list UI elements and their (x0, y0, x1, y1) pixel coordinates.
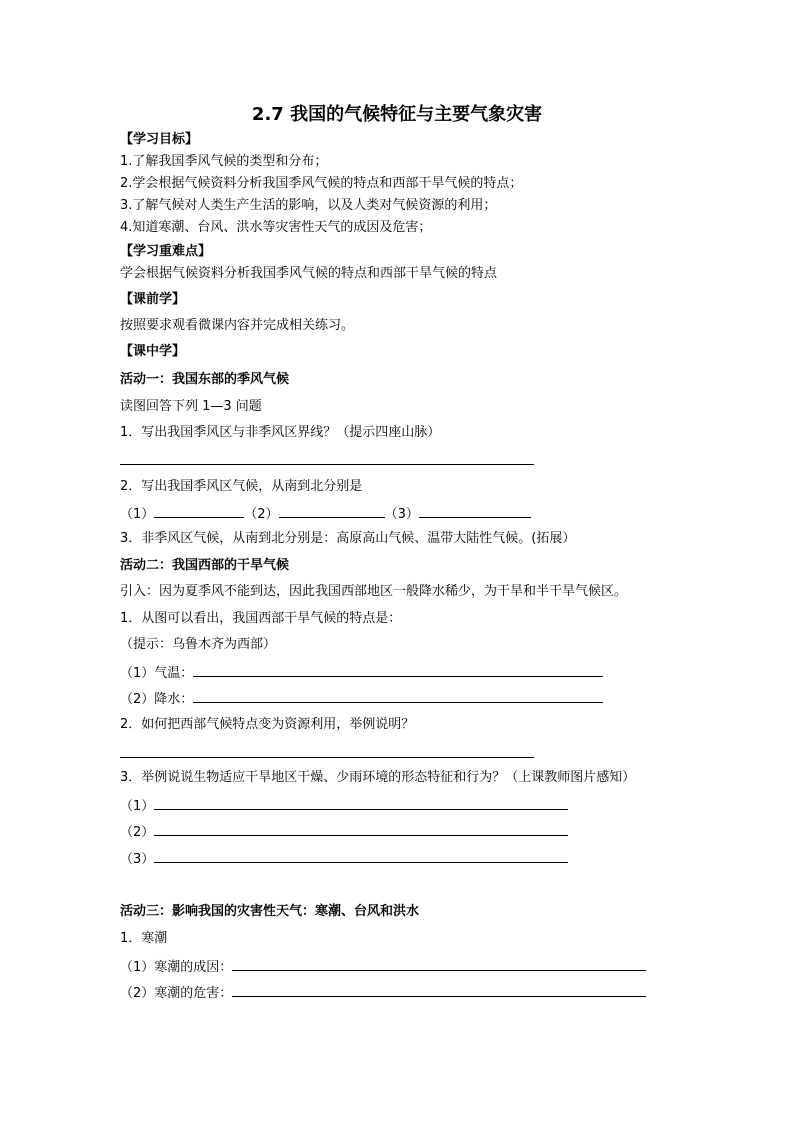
cause-label: （1）寒潮的成因： (120, 960, 233, 975)
activity2-q2: 2．如何把西部气候特点变为资源利用，举例说明？ (120, 717, 415, 732)
answer-line[interactable] (120, 464, 534, 465)
answer-blank[interactable] (154, 821, 568, 836)
activity1-q2-options (120, 503, 531, 525)
temp-label: （1）气温： (120, 666, 194, 681)
answer-label: （2） (120, 825, 155, 840)
answer-blank[interactable] (232, 956, 646, 971)
activity2-rain (120, 688, 603, 710)
activity2-intro: 引入：因为夏季风不能到达，因此我国西部地区一般降水稀少，为干旱和半干旱气候区。 (120, 584, 628, 599)
activity3-sub1: 1．寒潮 (120, 931, 168, 946)
goal-item: 4.知道寒潮、台风、洪水等灾害性天气的成因及危害； (120, 220, 432, 235)
answer-blank[interactable] (419, 503, 531, 518)
activity1-q1: 1．写出我国季风区与非季风区界线？（提示四座山脉） (120, 425, 441, 440)
activity1-q3: 3．非季风区气候，从南到北分别是：高原高山气候、温带大陆性气候。(拓展） (120, 531, 576, 546)
prestudy-heading: 【课前学】 (120, 292, 186, 307)
prestudy-text: 按照要求观看微课内容并完成相关练习。 (120, 318, 355, 333)
answer-blank[interactable] (279, 503, 385, 518)
inclass-heading: 【课中学】 (120, 344, 186, 359)
answer-blank[interactable] (154, 503, 244, 518)
activity3-heading: 活动三：影响我国的灾害性天气：寒潮、台风和洪水 (120, 904, 420, 919)
answer-label: （1） (120, 799, 155, 814)
activity3-cause (120, 956, 646, 978)
answer-blank[interactable] (232, 982, 646, 997)
activity2-a1 (120, 795, 568, 817)
activity1-intro: 读图回答下列 1—3 问题 (120, 399, 262, 414)
activity3-harm (120, 982, 646, 1004)
answer-blank[interactable] (154, 795, 568, 810)
answer-blank[interactable] (193, 688, 603, 703)
activity2-a3 (120, 848, 568, 870)
activity2-q1: 1．从图可以看出，我国西部干旱气候的特点是： (120, 611, 402, 626)
option-label: （2） (244, 507, 279, 522)
activity2-heading: 活动二：我国西部的干旱气候 (120, 558, 290, 573)
option-label: （1） (120, 507, 155, 522)
answer-blank[interactable] (154, 848, 568, 863)
answer-blank[interactable] (193, 662, 603, 677)
goal-item: 2.学会根据气候资料分析我国季风气候的特点和西部干旱气候的特点； (120, 176, 523, 191)
activity2-a2 (120, 821, 568, 843)
keypoints-heading: 【学习重难点】 (120, 244, 212, 259)
answer-label: （3） (120, 852, 155, 867)
answer-line[interactable] (120, 757, 534, 758)
activity1-q2: 2．写出我国季风区气候，从南到北分别是 (120, 479, 363, 494)
activity2-q3: 3．举例说说生物适应干旱地区干燥、少雨环境的形态特征和行为？（上课教师图片感知） (120, 770, 636, 785)
harm-label: （2）寒潮的危害： (120, 986, 233, 1001)
option-label: （3） (384, 507, 419, 522)
keypoints-text: 学会根据气候资料分析我国季风气候的特点和西部干旱气候的特点 (120, 266, 498, 281)
rain-label: （2）降水： (120, 692, 194, 707)
activity2-hint: （提示：乌鲁木齐为西部） (120, 637, 277, 652)
activity1-heading: 活动一：我国东部的季风气候 (120, 372, 290, 387)
page-title: 2.7 我国的气候特征与主要气象灾害 (251, 104, 543, 125)
goal-item: 1.了解我国季风气候的类型和分布； (120, 154, 328, 169)
goals-heading: 【学习目标】 (120, 132, 199, 147)
activity2-temp (120, 662, 603, 684)
goal-item: 3.了解气候对人类生产生活的影响，以及人类对气候资源的利用； (120, 198, 497, 213)
